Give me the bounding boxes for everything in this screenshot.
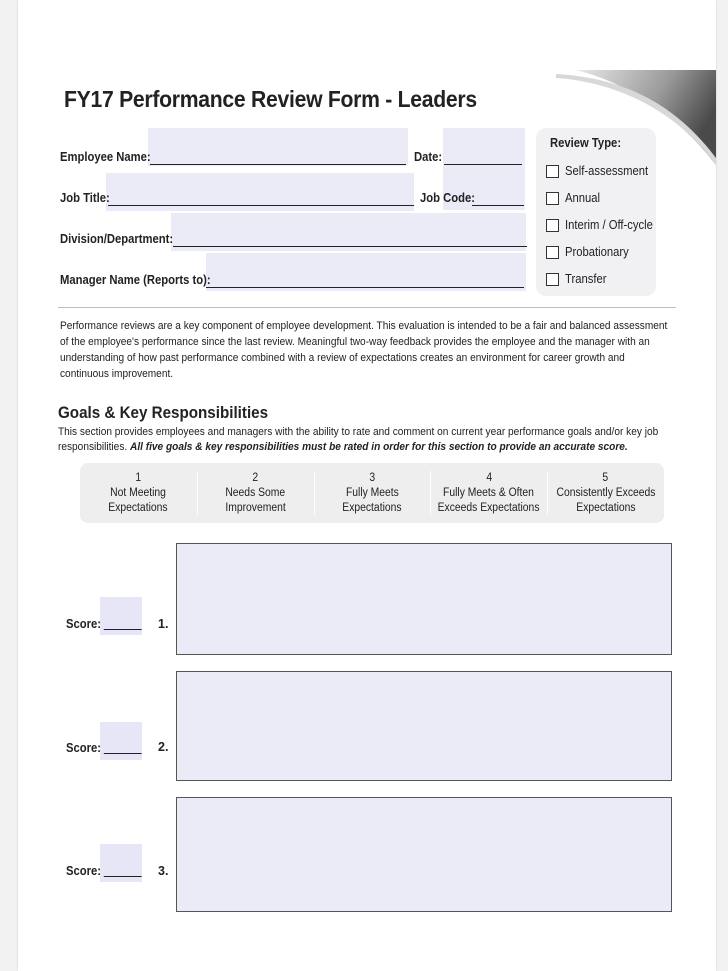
manager-label: Manager Name (Reports to): [60, 273, 211, 287]
manager-field[interactable] [206, 287, 524, 288]
rating-scale-item: 1 Not Meeting Expectations [108, 471, 169, 514]
rating-scale-item: 3 Fully Meets Expectations [314, 463, 431, 523]
goal-number: 1. [158, 617, 169, 631]
division-label: Division/Department: [60, 232, 174, 246]
goal-number: 3. [158, 864, 169, 878]
score-label: Score: [66, 864, 142, 878]
manager-fill [206, 253, 526, 291]
score-field[interactable] [104, 876, 142, 877]
score-label: Score: [66, 617, 142, 631]
goal-comment-box[interactable] [176, 543, 672, 655]
goal-comment-box[interactable] [176, 797, 672, 912]
rating-scale [80, 463, 664, 523]
divider [58, 307, 676, 308]
checkbox[interactable] [546, 246, 559, 259]
checkbox[interactable] [546, 192, 559, 205]
review-type-option[interactable]: Self-assessment [546, 162, 657, 180]
form-page [18, 0, 716, 971]
date-field[interactable] [444, 164, 522, 165]
checkbox[interactable] [546, 219, 559, 232]
review-type-option[interactable]: Transfer [546, 270, 611, 288]
goal-number: 2. [158, 740, 169, 754]
job-code-field[interactable] [472, 205, 524, 206]
employee-name-field[interactable] [150, 164, 406, 165]
score-field[interactable] [104, 753, 142, 754]
section-description: This section provides employees and managers with the ability to rate and comment on current year performance goals and/or key job responsibilities. All five goals & key responsibilities must be rated in order for this section to provide an accurate score. [58, 426, 659, 453]
intro-text: Performance reviews are a key component of employee development. This evaluation is intended to be a fair and balanced assessment of the employee's performance since the last review. Meaningful two-way feedback provides the employee and the manager with an understanding of how past performance combined with a review of expectations creates an environment for career growth and continuous improvement. [60, 320, 668, 380]
rating-scale-item: 2 Needs Some Improvement [197, 463, 314, 523]
date-label: Date: [414, 150, 443, 164]
section-title: Goals & Key Responsibilities [58, 404, 269, 422]
rating-scale-item: 4 Fully Meets & Often Exceeds Expectations [430, 463, 547, 523]
goal-comment-box[interactable] [176, 671, 672, 781]
rating-scale-item: 5 Consistently Exceeds Expectations [547, 463, 664, 523]
checkbox[interactable] [546, 273, 559, 286]
review-type-option[interactable]: Annual [546, 189, 604, 207]
job-code-label: Job Code: [420, 191, 475, 205]
review-type-option[interactable]: Probationary [546, 243, 636, 261]
employee-name-fill [148, 128, 408, 166]
page-title: FY17 Performance Review Form - Leaders [64, 86, 477, 112]
division-field[interactable] [173, 246, 527, 247]
checkbox[interactable] [546, 165, 559, 178]
employee-name-label: Employee Name: [60, 150, 151, 164]
score-field[interactable] [104, 629, 142, 630]
review-type-title: Review Type: [550, 136, 622, 150]
job-title-field[interactable] [108, 205, 414, 206]
job-title-label: Job Title: [60, 191, 110, 205]
review-type-option[interactable]: Interim / Off-cycle [546, 216, 663, 234]
score-label: Score: [66, 741, 142, 755]
